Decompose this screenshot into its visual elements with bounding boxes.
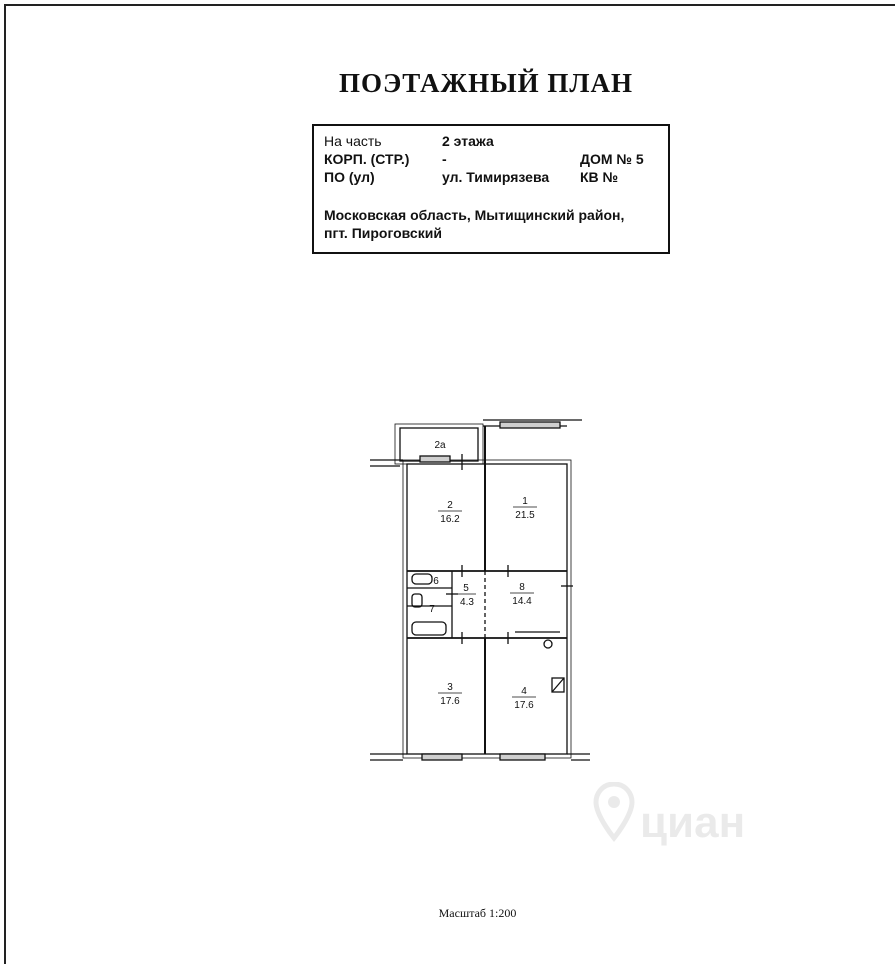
- street-value: ул. Тимирязева: [442, 169, 550, 185]
- room-4-number: 4: [521, 686, 527, 697]
- floor-plan: [370, 416, 590, 771]
- room-6-number: 6: [433, 576, 439, 587]
- room-5-number: 5: [463, 583, 469, 594]
- location-pin-icon: [592, 782, 636, 842]
- apartment-number: КВ №: [580, 169, 619, 185]
- stove-fixture: [544, 640, 552, 648]
- room-3-area: 17.6: [440, 696, 460, 707]
- bathtub-fixture: [412, 622, 446, 635]
- house-number: ДОМ № 5: [580, 151, 644, 167]
- room-1-area: 21.5: [515, 510, 535, 521]
- part-value: 2 этажа: [442, 133, 494, 149]
- toilet-fixture: [412, 594, 422, 607]
- room-4-area: 17.6: [514, 700, 534, 711]
- room-1-number: 1: [522, 496, 528, 507]
- info-box: [312, 124, 670, 254]
- room-3-number: 3: [447, 682, 453, 693]
- street-label: ПО (ул): [324, 169, 375, 185]
- building-label: КОРП. (СТР.): [324, 151, 410, 167]
- document-title: ПОЭТАЖНЫЙ ПЛАН: [338, 68, 634, 98]
- cian-watermark: [592, 778, 802, 848]
- watermark-text: циан: [640, 798, 746, 847]
- room-8-area: 14.4: [512, 596, 532, 607]
- room-5-area: 4.3: [460, 597, 474, 608]
- building-value: -: [442, 151, 447, 167]
- room-2-number: 2: [447, 500, 453, 511]
- scale-label: Масштаб 1:200: [438, 906, 517, 920]
- room-2a-number: 2а: [434, 440, 446, 451]
- address-line-1: Московская область, Мытищинский район,: [324, 207, 625, 223]
- room-8-number: 8: [519, 582, 525, 593]
- room-7-number: 7: [429, 604, 435, 615]
- address-line-2: пгт. Пироговский: [324, 225, 442, 241]
- part-label: На часть: [324, 133, 382, 149]
- room-2-area: 16.2: [440, 514, 460, 525]
- sink-fixture: [412, 574, 432, 584]
